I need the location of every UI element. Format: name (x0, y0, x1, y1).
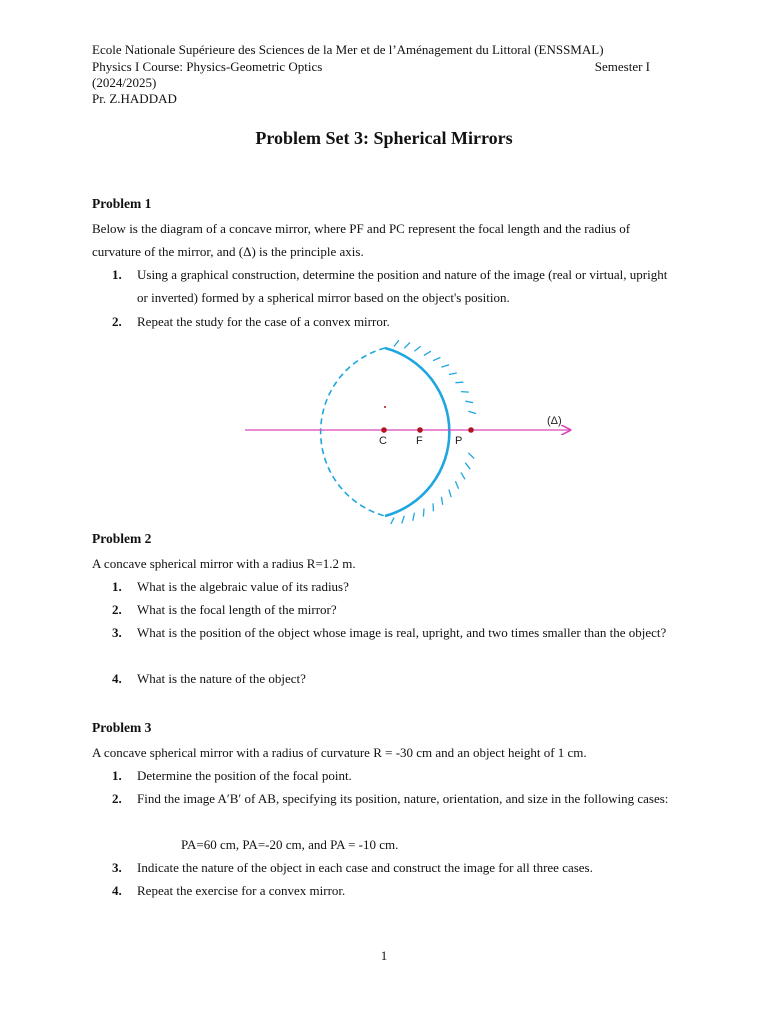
item-text: Determine the position of the focal point. (137, 768, 352, 783)
item-number: 1. (112, 267, 122, 282)
item-number: 2. (112, 602, 122, 617)
point-c-marker (381, 427, 387, 433)
problem1-intro-line2: curvature of the mirror, and (Δ) is the principle axis. (92, 244, 364, 259)
axis-label: (Δ) (547, 415, 562, 427)
problem3-item (112, 879, 678, 902)
item-text: What is the position of the object whose image is real, upright, and two times smaller than the object? (137, 625, 667, 640)
header-author: Pr. Z.HADDAD (92, 91, 177, 106)
point-c-label: C (379, 435, 387, 447)
problem2-item (112, 598, 678, 621)
problem1-heading: Problem 1 (92, 196, 152, 211)
hatch-mark (394, 340, 399, 346)
header-course: Physics I Course: Physics-Geometric Optics (92, 59, 323, 74)
item-text: What is the algebraic value of its radius? (137, 579, 349, 594)
page-title: Problem Set 3: Spherical Mirrors (255, 128, 513, 148)
hatch-mark (461, 472, 465, 479)
hatch-mark (441, 497, 442, 505)
problem1-intro-line1: Below is the diagram of a concave mirror, where PF and PC represent the focal length and the radius of (92, 221, 631, 236)
item-number: 1. (112, 579, 122, 594)
mirror-diagram (240, 334, 580, 524)
page-number: 1 (380, 948, 388, 963)
item-text: Indicate the nature of the object in each case and construct the image for all three cases. (137, 860, 593, 875)
dashed-circle-arc (321, 348, 385, 516)
hatch-mark (455, 481, 458, 488)
hatch-mark (455, 382, 463, 383)
hatch-mark (424, 351, 431, 355)
hatch-mark (402, 516, 405, 524)
problem2-heading: Problem 2 (92, 531, 152, 546)
item-number: 1. (112, 768, 122, 783)
hatch-mark (404, 343, 410, 349)
problem3-intro: A concave spherical mirror with a radius of curvature R = -30 cm and an object height of 1 cm. (92, 745, 587, 760)
hatch-mark (465, 401, 473, 402)
hatch-mark (391, 518, 395, 525)
hatch-mark (414, 346, 420, 351)
problem2-item (112, 667, 678, 690)
problem1-item (112, 310, 678, 333)
item-number: 3. (112, 860, 122, 875)
problem3-item (112, 764, 678, 787)
item-text: What is the nature of the object? (137, 671, 306, 686)
point-p-label: P (455, 435, 463, 447)
point-f-label: F (416, 435, 423, 447)
item-number: 2. (112, 314, 122, 329)
item-text: Find the image A′B′ of AB, specifying its position, nature, orientation, and size in the following cases: (137, 791, 669, 806)
hatch-mark (449, 373, 457, 375)
point-f-marker (417, 427, 423, 433)
hatch-mark (433, 357, 440, 360)
hatch-mark (423, 509, 424, 517)
hatch-mark (441, 365, 449, 367)
problem3-cases: PA=60 cm, PA=-20 cm, and PA = -10 cm. (181, 837, 399, 852)
problem1-item (112, 263, 678, 309)
item-text: Using a graphical construction, determine the position and nature of the image (real or virtual, upright or inverted) formed by a spherical mirror based on the object's position. (137, 267, 668, 305)
item-number: 3. (112, 625, 122, 640)
item-number: 2. (112, 791, 122, 806)
hatch-mark (468, 453, 474, 459)
problem3-item (112, 787, 678, 810)
header-semester: Semester I (594, 59, 650, 74)
problem2-intro: A concave spherical mirror with a radius R=1.2 m. (92, 556, 356, 571)
problem3-heading: Problem 3 (92, 720, 152, 735)
item-number: 4. (112, 671, 122, 686)
header-year: (2024/2025) (92, 75, 157, 90)
hatch-mark (468, 411, 476, 413)
hatch-mark (413, 513, 415, 521)
mirror-arc (385, 348, 449, 516)
header-institution: Ecole Nationale Supérieure des Sciences de la Mer et de l’Aménagement du Littoral (ENSSMAL) (92, 42, 604, 57)
hatch-mark (449, 490, 451, 498)
problem3-item (112, 856, 678, 879)
mirror-hatching (391, 340, 477, 524)
problem2-item (112, 575, 678, 598)
item-number: 4. (112, 883, 122, 898)
problem2-item (112, 621, 678, 644)
item-text: What is the focal length of the mirror? (137, 602, 337, 617)
item-text: Repeat the study for the case of a convex mirror. (137, 314, 390, 329)
hatch-mark (465, 463, 470, 469)
center-dot (384, 406, 386, 408)
point-p-marker (468, 427, 474, 433)
item-text: Repeat the exercise for a convex mirror. (137, 883, 346, 898)
hatch-mark (461, 392, 469, 393)
